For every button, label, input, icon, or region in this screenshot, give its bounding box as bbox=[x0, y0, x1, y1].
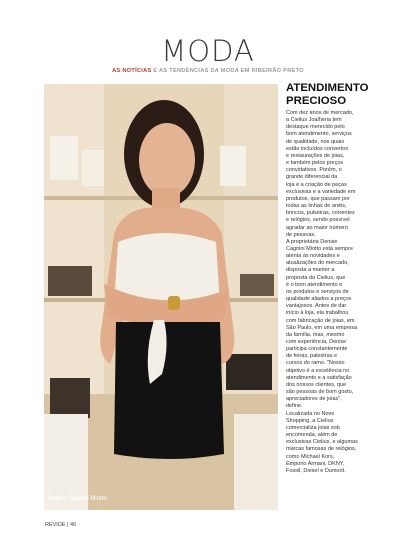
photo-illustration bbox=[44, 84, 278, 510]
section-kicker bbox=[0, 68, 416, 74]
article-photo bbox=[44, 84, 278, 510]
photo-caption: Denise Cagnini Miotto bbox=[48, 496, 107, 502]
kicker-accent: AS NOTÍCIAS bbox=[112, 68, 152, 74]
article-headline bbox=[286, 82, 406, 107]
article-body: Com dez anos de mercado, a Cielius Joalheria tem destaque merecido pelo bom atendimento, serviços de qualidade, nos quais estão incluídos consertos e restaurações de joias, e também pelos preços convidativos. Porém, o grande diferencial da loja é a criação de peças exclusivas e a variedade em produtos, que passam por todas as linhas de anéis, brincos, pulseiras, correntes e relógios, sendo possível agradar ao maior número de pessoas. A proprietária Denise Cagnini Miotto está sempre atenta às novidades e atualizações do mercado, disposta a manter a proposta da Cielius, que é o bom atendimento e os produtos e serviços de qualidade aliados a preços vantajosos. Antes de dar início à loja, ela trabalhou com fabricação de joias, em São Paulo, em uma empresa da família, mas, mesmo com experiência, Denise participa constantemente de feiras, palestras e cursos do ramo. "Nosso objetivo é a excelência no atendimento e a satisfação dos nossos clientes, que são pessoas de bom gosto, apreciadores de joias", define. Localizada no Novo Shopping, a Cielius comercializa joias sob encomenda, além de exclusivas Cielius, e algumas marcas famosas de relógios, como Michael Kors, Emporio Armani, DKNY, Fossil, Diesel e Dumont. bbox=[286, 110, 358, 474]
kicker-rest: E AS TENDÊNCIAS DA MODA EM RIBEIRÃO PRETO bbox=[151, 68, 304, 74]
headline-line2: PRECIOSO bbox=[286, 94, 347, 107]
headline-line1: ATENDIMENTO bbox=[286, 82, 369, 94]
section-title: MODA bbox=[161, 34, 255, 68]
page-footer: REVIDE | 46 bbox=[45, 522, 77, 528]
